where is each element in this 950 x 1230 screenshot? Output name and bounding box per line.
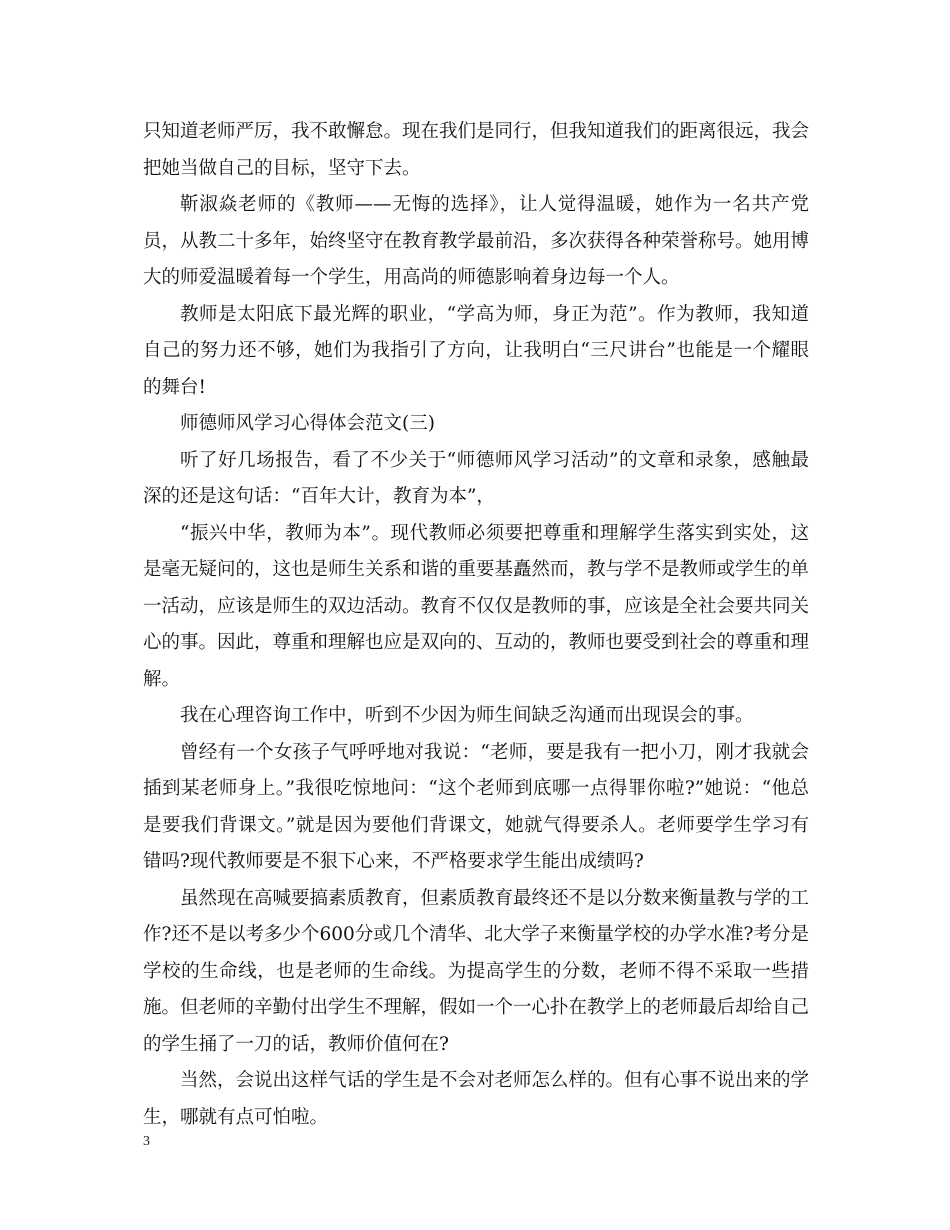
paragraph-7: 我在心理咨询工作中，听到不少因为师生间缺乏沟通而出现误会的事。 bbox=[180, 705, 754, 726]
paragraph-1: 只知道老师严厉，我不敢懈怠。现在我们是同行，但我知道我们的距离很远，我会把她当做自己的目标，坚守下去。 bbox=[143, 121, 810, 179]
paragraph-9: 虽然现在高喊要搞素质教育，但素质教育最终还不是以分数来衡量教与学的工作?还不是以考多少个600分或几个清华、北大学子来衡量学校的办学水准?考分是学校的生命线，也是老师的生命线。为提高学生的分数，老师不得不采取一些措施。但老师的辛勤付出学生不理解，假如一个一心扑在教学上的老师最后却给自己的学生捅了一刀的话，教师价值何在? bbox=[143, 887, 810, 1055]
paragraph-3: 教师是太阳底下最光辉的职业，“学高为师，身正为范”。作为教师，我知道自己的努力还不够，她们为我指引了方向，让我明白“三尺讲台”也能是一个耀眼的舞台! bbox=[143, 303, 809, 398]
paragraph-6: “振兴中华，教师为本”。现代教师必须要把尊重和理解学生落实到实处，这是毫无疑问的，这也是师生关系和谐的重要基矗然而，教与学不是教师或学生的单一活动，应该是师生的双边活动。教育不仅仅是教师的事，应该是全社会要共同关心的事。因此，尊重和理解也应是双向的、互动的，教师也要受到社会的尊重和理解。 bbox=[143, 522, 810, 690]
paragraph-5: 听了好几场报告，看了不少关于“师德师风学习活动”的文章和录象，感触最深的还是这句话：“百年大计，教育为本”， bbox=[143, 449, 809, 507]
paragraph-2: 靳淑焱老师的《教师——无悔的选择》，让人觉得温暖，她作为一名共产党员，从教二十多年，始终坚守在教育教学最前沿，多次获得各种荣誉称号。她用博大的师爱温暖着每一个学生，用高尚的师德影响着身边每一个人。 bbox=[143, 194, 810, 288]
paragraph-8: 曾经有一个女孩子气呼呼地对我说：“老师，要是我有一把小刀，刚才我就会插到某老师身上。”我很吃惊地问：“这个老师到底哪一点得罪你啦?”她说：“他总是要我们背课文。”就是因为要他们背课文，她就气得要杀人。老师要学生学习有错吗?现代教师要是不狠下心来，不严格要求学生能出成绩吗? bbox=[143, 741, 809, 872]
document-body bbox=[143, 114, 809, 1136]
paragraph-10: 当然，会说出这样气话的学生是不会对老师怎么样的。但有心事不说出来的学生，哪就有点可怕啦。 bbox=[143, 1070, 810, 1128]
page-number: 3 bbox=[143, 1134, 150, 1149]
section-heading: 师德师风学习心得体会范文(三) bbox=[180, 413, 435, 434]
